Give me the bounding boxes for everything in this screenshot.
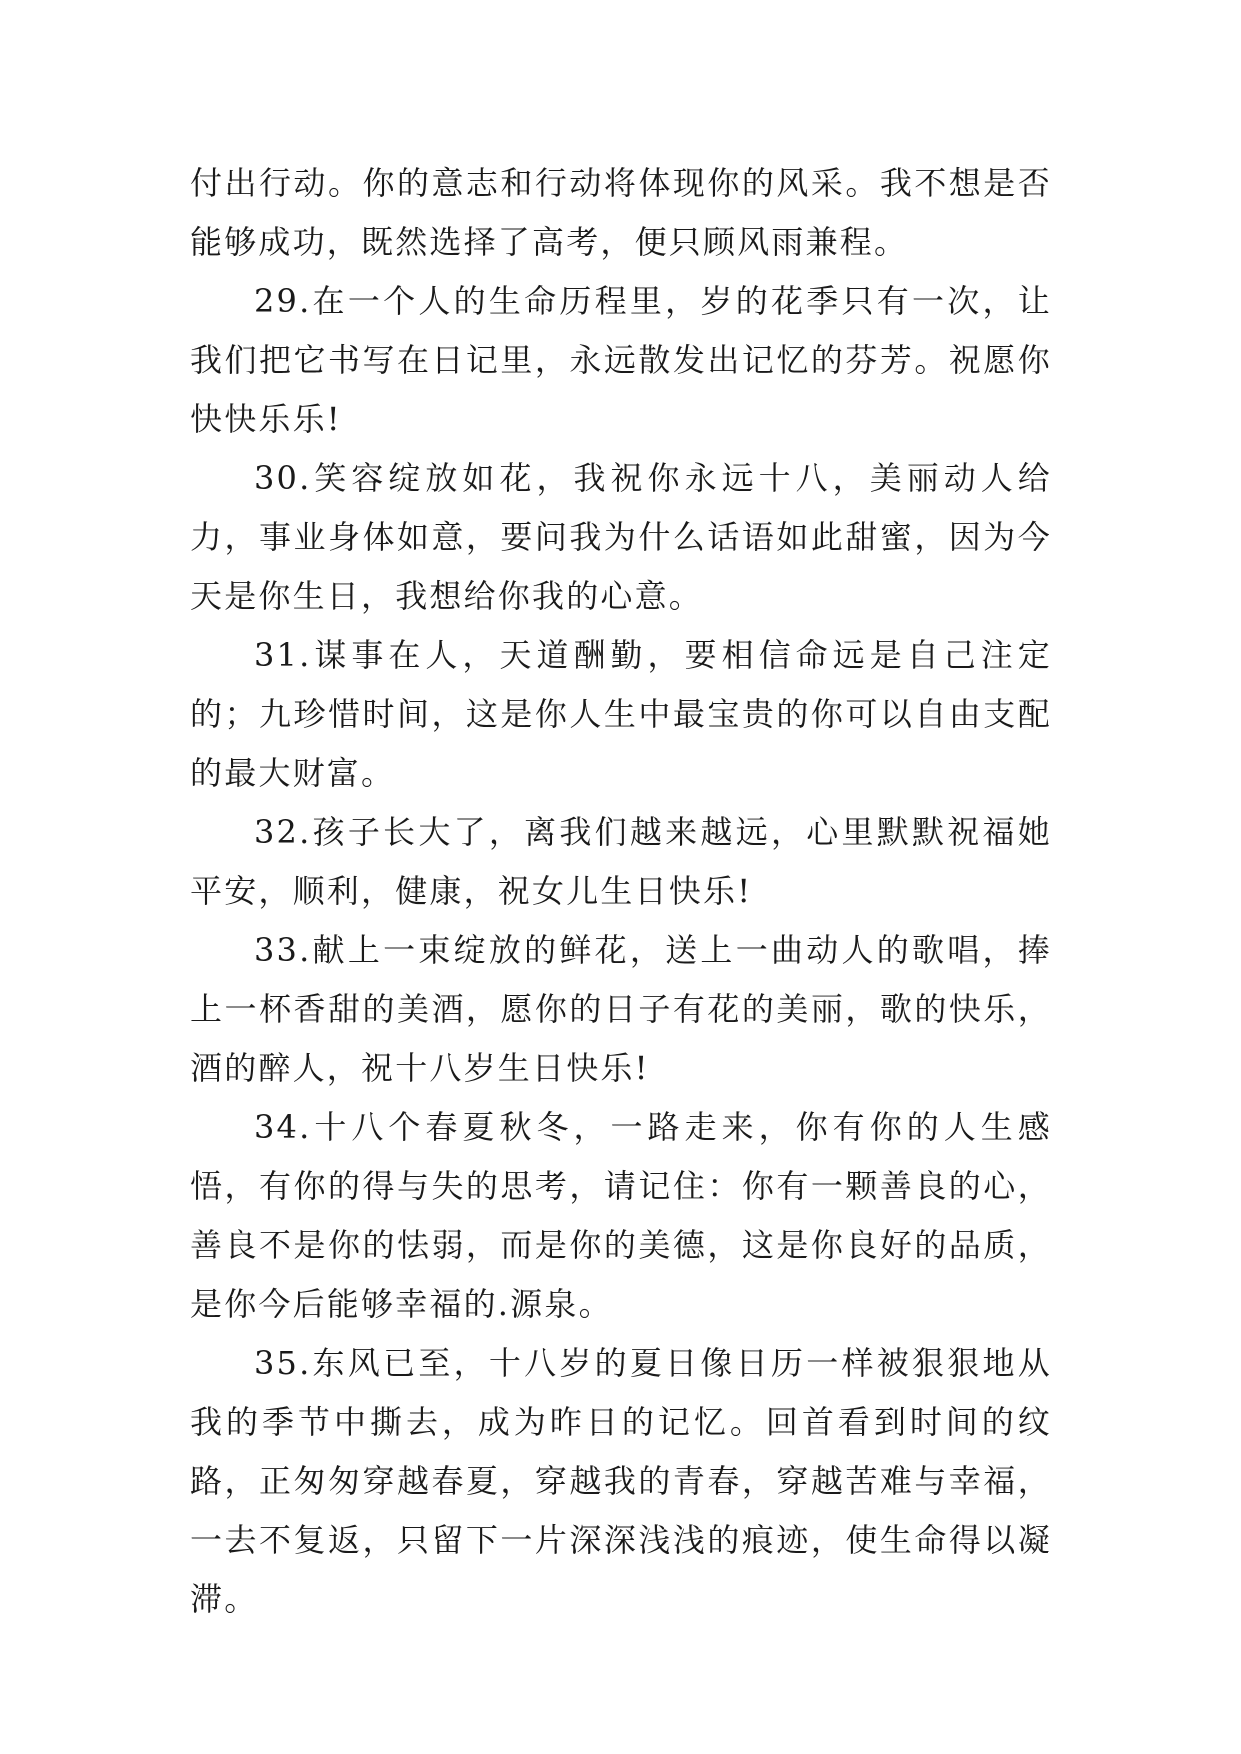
paragraph-29: 29.在一个人的生命历程里，岁的花季只有一次，让我们把它书写在日记里，永远散发出记忆的芬芳。祝愿你快快乐乐! bbox=[190, 282, 1052, 438]
paragraph-33: 33.献上一束绽放的鲜花，送上一曲动人的歌唱，捧上一杯香甜的美酒，愿你的日子有花的美丽，歌的快乐，酒的醉人，祝十八岁生日快乐! bbox=[190, 931, 1052, 1087]
paragraph-34: 34.十八个春夏秋冬，一路走来，你有你的人生感悟，有你的得与失的思考，请记住：你有一颗善良的心，善良不是你的怯弱，而是你的美德，这是你良好的品质，是你今后能够幸福的.源泉。 bbox=[190, 1108, 1052, 1323]
paragraph-32: 32.孩子长大了，离我们越来越远，心里默默祝福她平安，顺利，健康，祝女儿生日快乐! bbox=[190, 813, 1052, 910]
paragraph-31: 31.谋事在人，天道酬勤，要相信命远是自己注定的；九珍惜时间，这是你人生中最宝贵的你可以自由支配的最大财富。 bbox=[190, 636, 1052, 792]
paragraph-continuation: 付出行动。你的意志和行动将体现你的风采。我不想是否能够成功，既然选择了高考，便只顾风雨兼程。 bbox=[190, 164, 1052, 261]
document-body bbox=[190, 154, 1052, 1629]
paragraph-30: 30.笑容绽放如花，我祝你永远十八，美丽动人给力，事业身体如意，要问我为什么话语如此甜蜜，因为今天是你生日，我想给你我的心意。 bbox=[190, 459, 1052, 615]
paragraph-35: 35.东风已至，十八岁的夏日像日历一样被狠狠地从我的季节中撕去，成为昨日的记忆。回首看到时间的纹路，正匆匆穿越春夏，穿越我的青春，穿越苦难与幸福，一去不复返，只留下一片深深浅浅的痕迹，使生命得以凝滞。 bbox=[190, 1344, 1052, 1618]
